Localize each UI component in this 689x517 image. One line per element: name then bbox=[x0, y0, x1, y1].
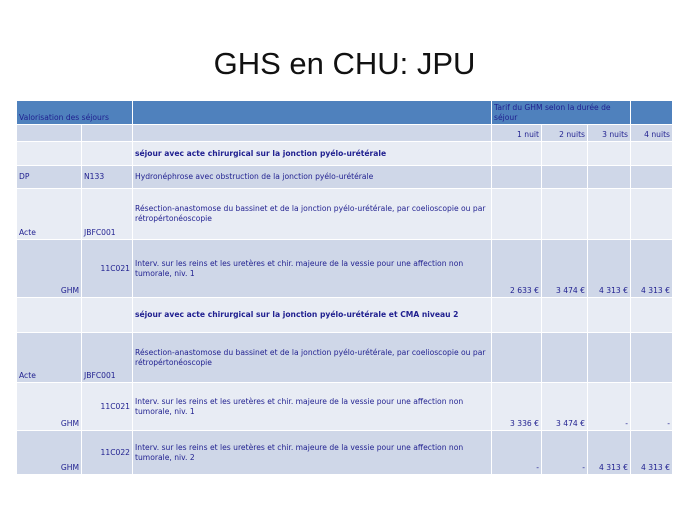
row-description: Interv. sur les reins et les uretères et chir. majeure de la vessie pour une affection non tumorale, niv. 2 bbox=[133, 431, 492, 475]
row-type: Acte bbox=[17, 189, 82, 240]
row-type: GHM bbox=[17, 431, 82, 475]
row-type: Acte bbox=[17, 333, 82, 383]
row-code: 11C021 bbox=[82, 383, 133, 431]
slide-title: GHS en CHU: JPU bbox=[213, 46, 476, 81]
tarif-cell: 4 313 € bbox=[588, 431, 631, 475]
row-description: Hydronéphrose avec obstruction de la jonction pyélo-urétérale bbox=[133, 166, 492, 189]
row-description: Résection-anastomose du bassinet et de la jonction pyélo-urétérale, par coelioscopie ou par rétropértonéoscopie bbox=[133, 189, 492, 240]
tarif-cell: 4 313 € bbox=[631, 431, 673, 475]
row-code: JBFC001 bbox=[82, 333, 133, 383]
row-description: Interv. sur les reins et les uretères et chir. majeure de la vessie pour une affection non tumorale, niv. 1 bbox=[133, 240, 492, 298]
table-row bbox=[17, 240, 673, 298]
table-row bbox=[17, 166, 673, 189]
tarif-cell: 2 633 € bbox=[492, 240, 542, 298]
header-blank-end bbox=[631, 101, 673, 125]
section-title: séjour avec acte chirurgical sur la jonction pyélo-urétérale et CMA niveau 2 bbox=[133, 298, 492, 333]
header-row bbox=[17, 101, 673, 125]
nights-label: 3 nuits bbox=[588, 125, 631, 142]
tarif-cell: 3 474 € bbox=[542, 240, 588, 298]
table-body bbox=[17, 142, 673, 475]
row-type: DP bbox=[17, 166, 82, 189]
row-type: GHM bbox=[17, 240, 82, 298]
row-code: JBFC001 bbox=[82, 189, 133, 240]
tarif-cell: 4 313 € bbox=[631, 240, 673, 298]
ghs-table bbox=[16, 100, 673, 475]
table-row bbox=[17, 383, 673, 431]
tarif-cell: - bbox=[492, 431, 542, 475]
tarif-cell: - bbox=[542, 431, 588, 475]
header-tarif: Tarif du GHM selon la durée de séjour bbox=[492, 101, 631, 125]
row-description: Résection-anastomose du bassinet et de la jonction pyélo-urétérale, par coelioscopie ou par rétropértonéoscopie bbox=[133, 333, 492, 383]
row-type: GHM bbox=[17, 383, 82, 431]
row-description: Interv. sur les reins et les uretères et chir. majeure de la vessie pour une affection non tumorale, niv. 1 bbox=[133, 383, 492, 431]
table-row bbox=[17, 142, 673, 166]
tarif-cell: - bbox=[631, 383, 673, 431]
table-row bbox=[17, 431, 673, 475]
nights-row bbox=[17, 125, 673, 142]
header-blank bbox=[133, 101, 492, 125]
row-code: 11C021 bbox=[82, 240, 133, 298]
section-title: séjour avec acte chirurgical sur la jonction pyélo-urétérale bbox=[133, 142, 492, 166]
tarif-cell: 3 336 € bbox=[492, 383, 542, 431]
table-row bbox=[17, 333, 673, 383]
tarif-cell: 4 313 € bbox=[588, 240, 631, 298]
row-code: 11C022 bbox=[82, 431, 133, 475]
header-valorisation: Valorisation des séjours bbox=[17, 101, 133, 125]
nights-label: 1 nuit bbox=[492, 125, 542, 142]
tarif-cell: - bbox=[588, 383, 631, 431]
table-row bbox=[17, 298, 673, 333]
table-row bbox=[17, 189, 673, 240]
row-code: N133 bbox=[82, 166, 133, 189]
nights-label: 2 nuits bbox=[542, 125, 588, 142]
nights-label: 4 nuits bbox=[631, 125, 673, 142]
tarif-cell: 3 474 € bbox=[542, 383, 588, 431]
